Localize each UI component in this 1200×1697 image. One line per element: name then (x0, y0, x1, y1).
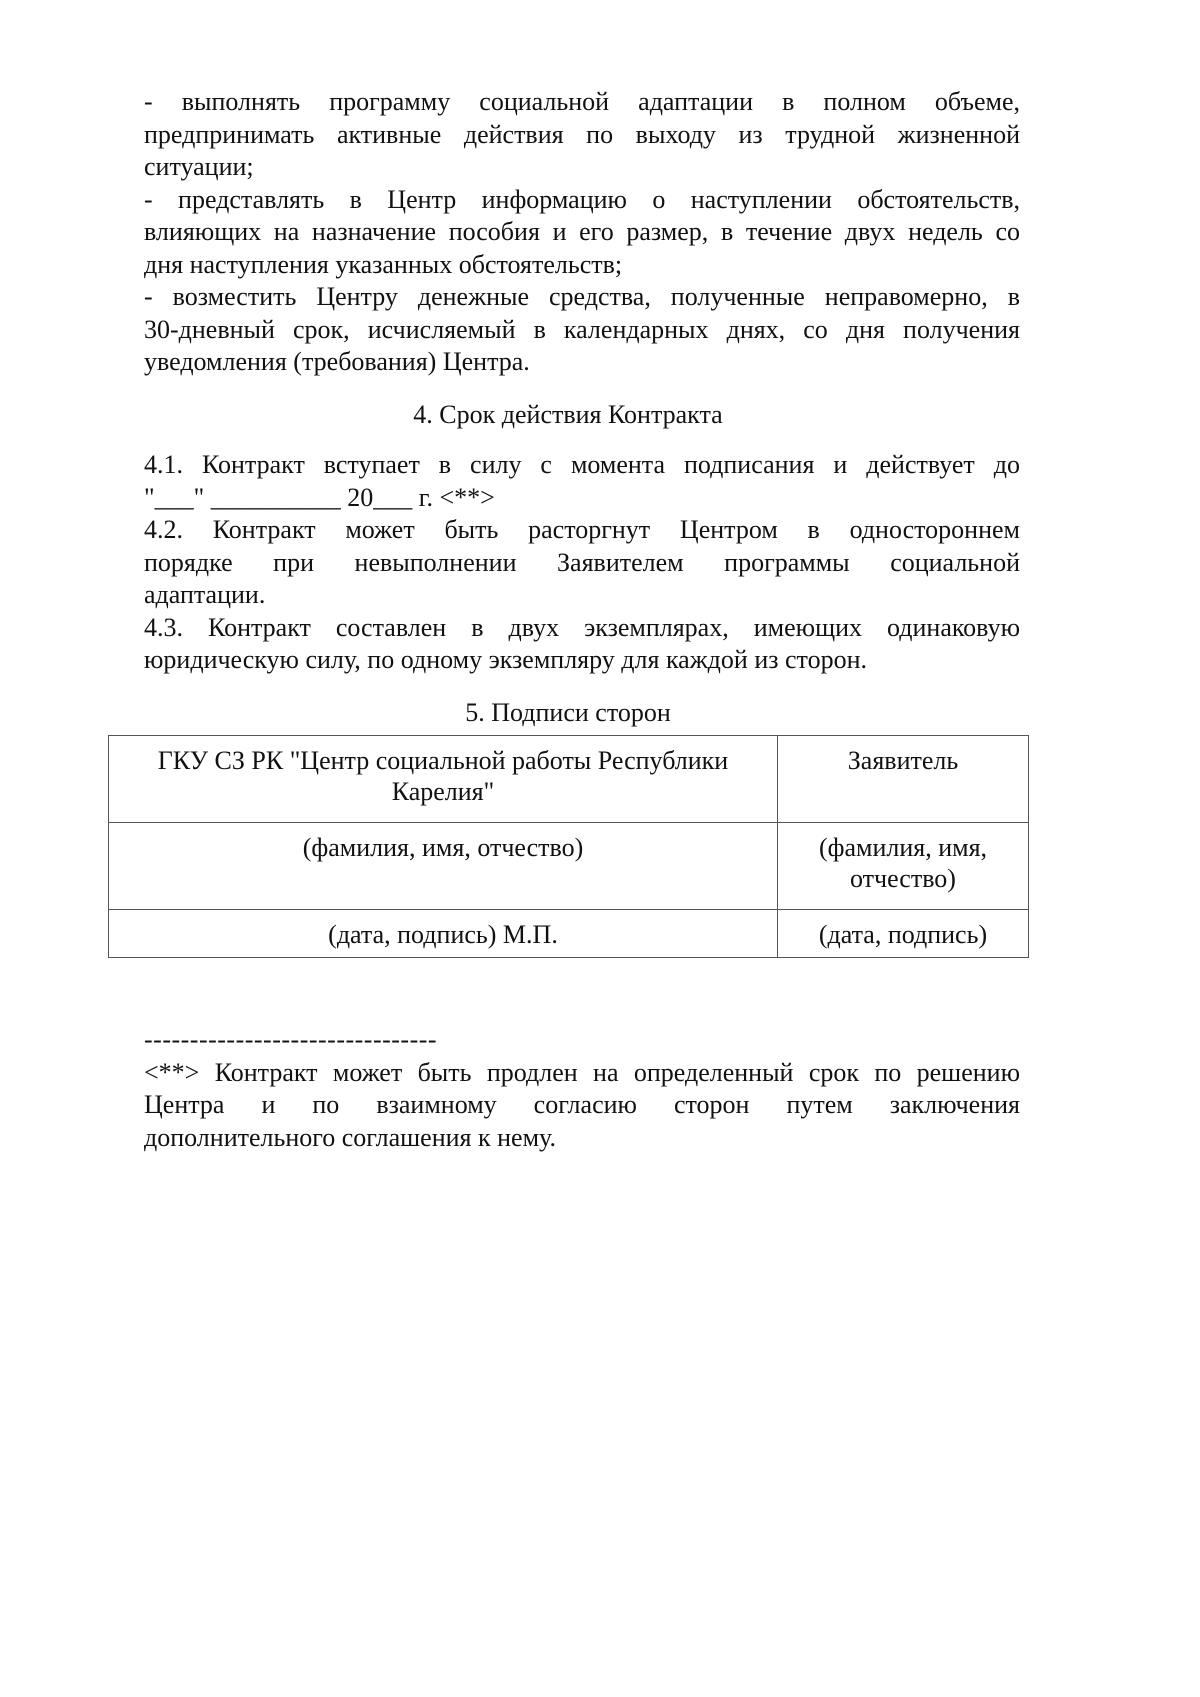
section-5-heading: 5. Подписи сторон (465, 697, 671, 727)
cell-text: отчество) (850, 864, 956, 893)
text-line: 4.1. Контракт вступает в силу с момента подписания и действует до (144, 450, 1020, 479)
clause-4-1 (116, 449, 1020, 514)
table-row (109, 736, 1029, 823)
text-line: Центра и по взаимному согласию сторон путем заключения (144, 1090, 1020, 1119)
footnote-separator: -------------------------------- (144, 1025, 438, 1054)
text-line: 4.2. Контракт может быть расторгнут Центром в одностороннем (144, 515, 1020, 544)
applicant-party-cell (778, 736, 1029, 823)
text-line: 30-дневный срок, исчисляемый в календарных днях, со дня получения (144, 314, 1020, 344)
text-line: <**> Контракт может быть продлен на определенный срок по решению (144, 1057, 1020, 1087)
section-4-heading: 4. Срок действия Контракта (413, 399, 723, 429)
text-line: влияющих на назначение пособия и его размер, в течение двух недель со (144, 217, 1020, 246)
text-line: ситуации; (144, 152, 254, 181)
table-row (109, 823, 1029, 910)
text-line: адаптации. (144, 580, 266, 609)
section-4-clauses (116, 449, 1020, 677)
text-line: "___" __________ 20___ г. <**> (144, 482, 495, 512)
applicant-signature-cell (778, 910, 1029, 958)
cell-text: (фамилия, имя, (818, 833, 988, 862)
clause-4-3 (116, 612, 1020, 677)
text-line: порядке при невыполнении Заявителем программы социальной (144, 547, 1020, 577)
signatures-table (108, 735, 1029, 958)
text-line: дня наступления указанных обстоятельств; (144, 249, 623, 279)
obligation-item (116, 184, 1020, 282)
clause-4-2 (116, 514, 1020, 612)
cell-text: ГКУ СЗ РК "Центр социальной работы Республики (157, 746, 729, 775)
text-line: предпринимать активные действия по выходу из трудной жизненной (144, 119, 1020, 149)
text-line: 4.3. Контракт составлен в двух экземплярах, имеющих одинаковую (144, 612, 1020, 642)
text-line: - представлять в Центр информацию о наступлении обстоятельств, (144, 184, 1020, 214)
cell-text: Заявитель (847, 746, 959, 775)
document-page (116, 86, 1020, 1154)
table-row (109, 910, 1029, 958)
text-line: юридическую силу, по одному экземпляру для каждой из сторон. (144, 645, 867, 674)
cell-text: (фамилия, имя, отчество) (302, 833, 584, 862)
text-line: - возместить Центру денежные средства, полученные неправомерно, в (144, 282, 1020, 311)
footnote (116, 1057, 1020, 1155)
text-line: дополнительного соглашения к нему. (144, 1122, 556, 1152)
cell-text: Карелия" (391, 777, 495, 806)
center-party-cell (109, 736, 778, 823)
text-line: уведомления (требования) Центра. (144, 347, 530, 376)
center-signature-cell (109, 910, 778, 958)
cell-text: (дата, подпись) М.П. (328, 920, 558, 949)
obligations-list (116, 86, 1020, 379)
obligation-item (116, 86, 1020, 184)
text-line: - выполнять программу социальной адаптации в полном объеме, (144, 87, 1020, 116)
center-name-cell (109, 823, 778, 910)
applicant-name-cell (778, 823, 1029, 910)
obligation-item (116, 281, 1020, 379)
cell-text: (дата, подпись) (818, 920, 988, 949)
